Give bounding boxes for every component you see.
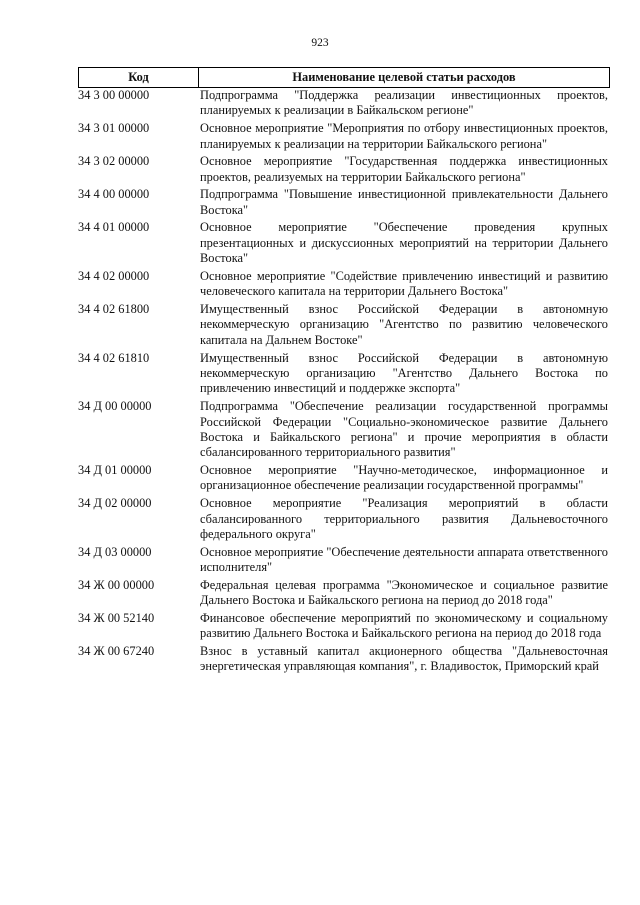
table-row xyxy=(78,220,610,266)
header-name: Наименование целевой статьи расходов xyxy=(292,69,516,84)
row-name: Имущественный взнос Российской Федерации в автономную некоммерческую организацию "Агентство по развитию человеческого капитала на Дальнем Востоке" xyxy=(200,302,608,347)
row-name: Финансовое обеспечение мероприятий по экономическому и социальному развитию Дальнего Востока и Байкальского региона на период до 2018 года xyxy=(200,610,608,641)
row-code: 34 Ж 00 67240 xyxy=(78,643,155,658)
row-code: 34 3 01 00000 xyxy=(78,121,150,136)
table-row xyxy=(78,121,610,152)
row-name: Подпрограмма "Поддержка реализации инвестиционных проектов, планируемых к реализации в Байкальском регионе" xyxy=(200,88,608,118)
row-code: 34 Д 00 00000 xyxy=(78,399,152,414)
row-name: Основное мероприятие "Реализация мероприятий в области сбалансированного территориального развития Дальневосточного федерального округа" xyxy=(200,496,608,541)
row-name: Основное мероприятие "Государственная поддержка инвестиционных проектов, реализуемых на территории Байкальского региона" xyxy=(200,154,608,184)
table-row xyxy=(78,545,610,576)
row-name: Основное мероприятие "Содействие привлечению инвестиций и развитию человеческого капитала на территории Дальнего Востока" xyxy=(200,268,608,299)
table-row xyxy=(78,351,610,397)
row-name: Основное мероприятие "Мероприятия по отбору инвестиционных проектов, планируемых к реализации на территории Байкальского региона" xyxy=(200,121,608,151)
table-row xyxy=(78,496,610,542)
row-name: Федеральная целевая программа "Экономическое и социальное развитие Дальнего Востока и Байкальского региона на период до 2018 года" xyxy=(200,577,608,608)
page-number: 923 xyxy=(311,37,329,49)
table-row xyxy=(78,88,610,119)
row-code: 34 4 01 00000 xyxy=(78,220,150,235)
row-name: Основное мероприятие "Обеспечение деятельности аппарата ответственного исполнителя" xyxy=(200,544,608,575)
table-header xyxy=(78,67,610,88)
row-name: Подпрограмма "Обеспечение реализации государственной программы Российской Федерации "Социально-экономическое развитие Дальнего Востока и Байкальского региона" и прочие мероприятия в области сбалансированного территориального развития" xyxy=(200,399,608,460)
row-code: 34 Д 03 00000 xyxy=(78,544,152,559)
row-name: Подпрограмма "Повышение инвестиционной привлекательности Дальнего Востока" xyxy=(200,187,608,217)
table-row xyxy=(78,302,610,348)
row-name: Взнос в уставный капитал акционерного общества "Дальневосточная энергетическая управляющая компания", г. Владивосток, Приморский край xyxy=(200,643,608,674)
row-code: 34 Д 02 00000 xyxy=(78,496,152,511)
row-code: 34 Д 01 00000 xyxy=(78,463,152,478)
row-code: 34 3 00 00000 xyxy=(78,88,150,102)
row-name: Имущественный взнос Российской Федерации в автономную некоммерческую организацию "Агентство Дальнего Востока по привлечению инвестиций и поддержке экспорта" xyxy=(200,350,608,396)
header-code: Код xyxy=(79,68,199,87)
table-row xyxy=(78,578,610,609)
table-row xyxy=(78,154,610,185)
row-code: 34 4 02 61810 xyxy=(78,350,150,365)
row-code: 34 4 02 61800 xyxy=(78,302,150,317)
table-row xyxy=(78,644,610,675)
row-code: 34 Ж 00 52140 xyxy=(78,610,155,625)
row-name: Основное мероприятие "Обеспечение проведения крупных презентационных и дискуссионных мероприятий на территории Дальнего Востока" xyxy=(200,220,608,266)
row-code: 34 4 00 00000 xyxy=(78,187,150,202)
row-code: 34 4 02 00000 xyxy=(78,268,150,283)
row-code: 34 Ж 00 00000 xyxy=(78,577,155,592)
table-row xyxy=(78,187,610,218)
budget-code-table xyxy=(78,67,610,677)
row-code: 34 3 02 00000 xyxy=(78,154,150,169)
table-row xyxy=(78,463,610,494)
table-row xyxy=(78,399,610,461)
table-row xyxy=(78,611,610,642)
table-row xyxy=(78,269,610,300)
row-name: Основное мероприятие "Научно-методическое, информационное и организационное обеспечение реализации государственной программы" xyxy=(200,463,608,493)
